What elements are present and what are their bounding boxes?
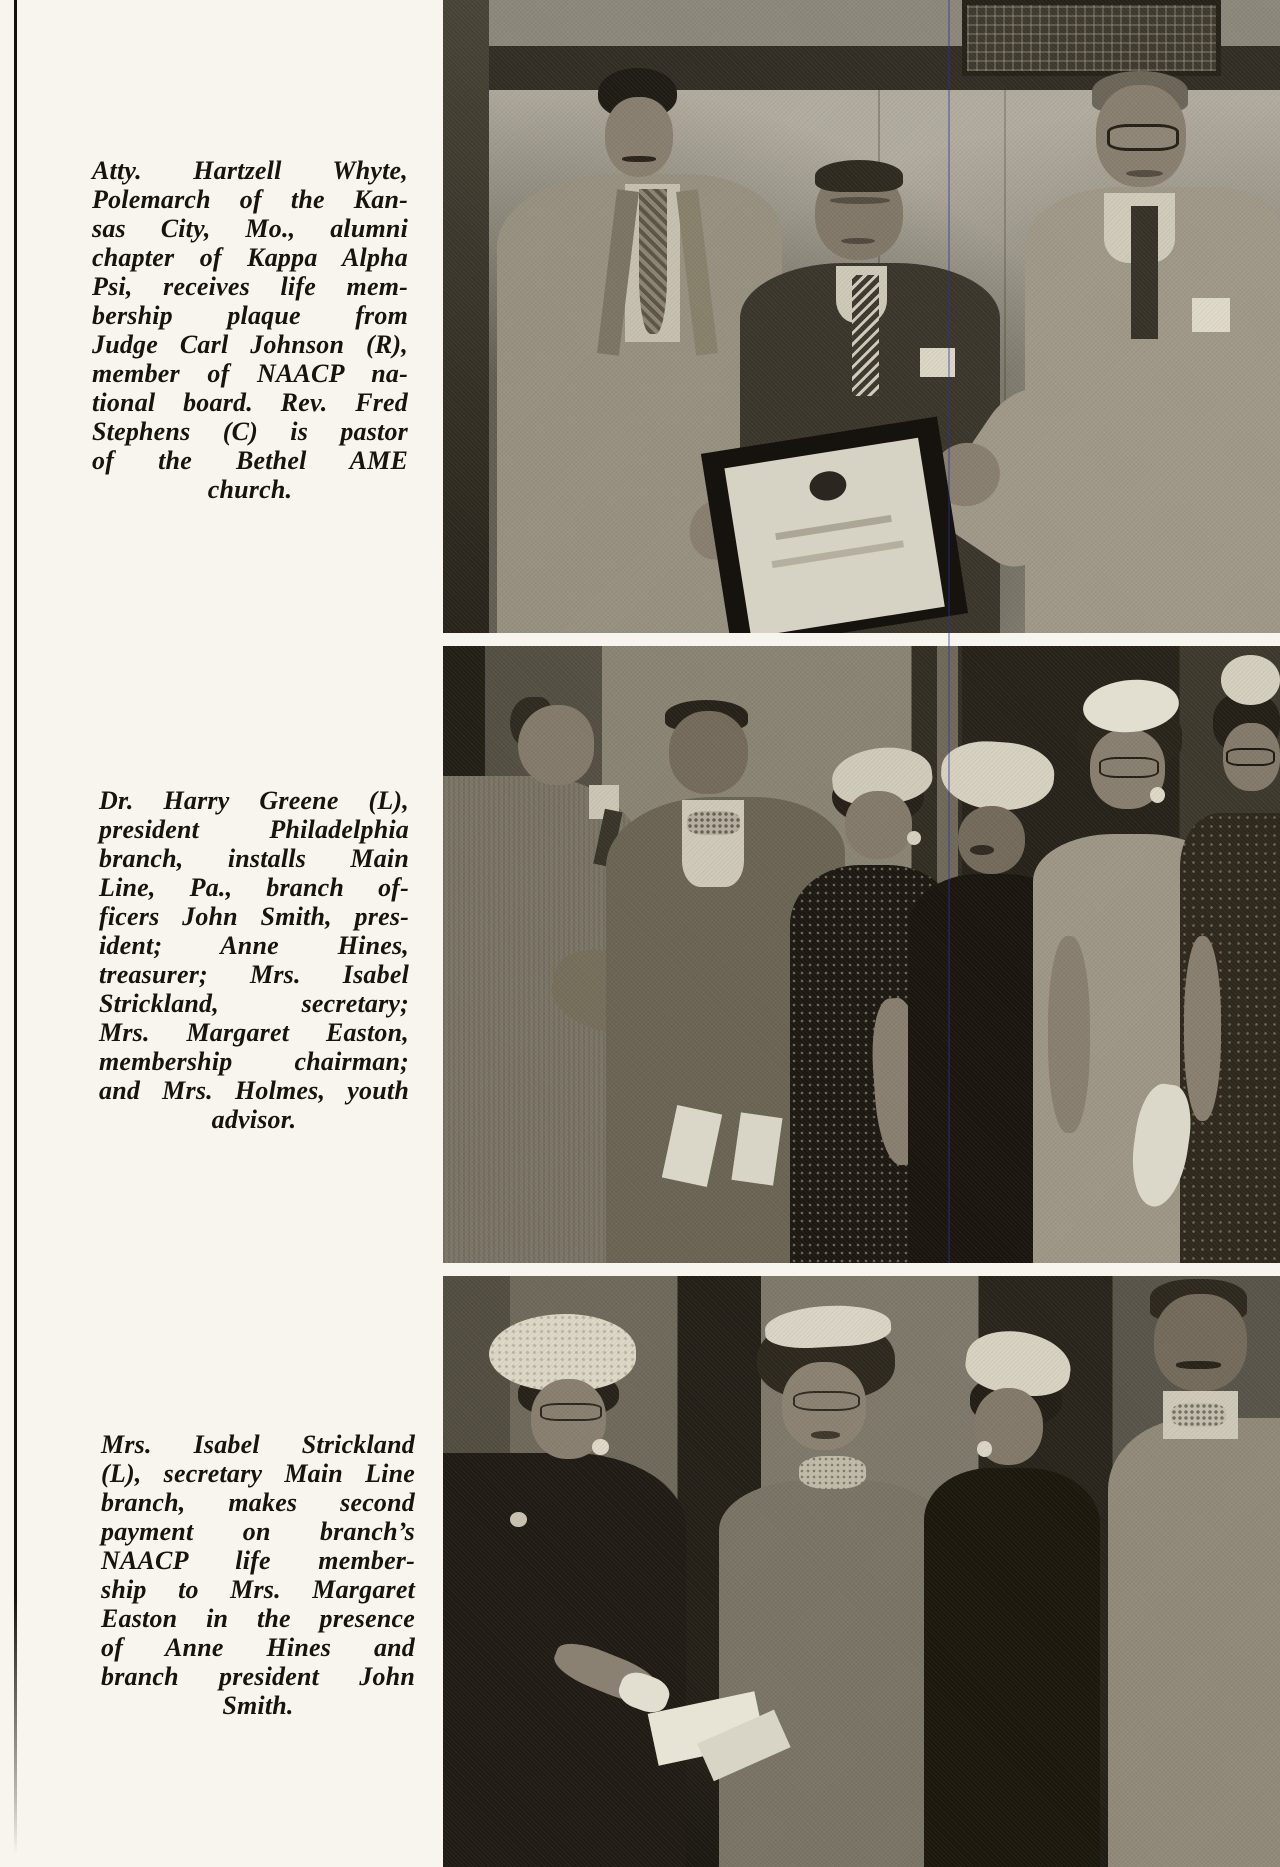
- doorway-shadow: [443, 0, 489, 633]
- strickland-brooch: [510, 1512, 527, 1527]
- caption-line: ship to Mrs. Margaret: [101, 1575, 415, 1604]
- plaque-engraving: [775, 514, 892, 539]
- caption-line: ident; Anne Hines,: [99, 931, 409, 960]
- caption-line: Polemarch of the Kan-: [92, 185, 408, 214]
- right-man-tie: [1131, 206, 1158, 339]
- caption-line: chapter of Kappa Alpha: [92, 243, 408, 272]
- smith-bow-tie: [687, 811, 740, 834]
- plaque-engraving: [771, 540, 903, 568]
- easton-dress: [719, 1480, 945, 1867]
- woman1-earring: [907, 831, 921, 845]
- caption-line: branch president John: [101, 1662, 415, 1691]
- strickland-glasses: [540, 1403, 602, 1421]
- caption-line: branch, makes second: [101, 1488, 415, 1517]
- woman3-glasses: [1099, 757, 1159, 778]
- caption-line: Strickland, secretary;: [99, 989, 409, 1018]
- easton-smile: [811, 1431, 839, 1438]
- hines-earring: [977, 1441, 992, 1456]
- caption-line: Dr. Harry Greene (L),: [99, 786, 409, 815]
- right-man-glasses: [1107, 124, 1179, 151]
- smith-mustache: [1176, 1361, 1221, 1369]
- caption-line: sas City, Mo., alumni: [92, 214, 408, 243]
- hines-dress: [924, 1468, 1100, 1867]
- center-man-hair: [815, 160, 903, 192]
- center-man-brow: [830, 197, 890, 203]
- easton-scarf: [799, 1456, 866, 1489]
- caption-line: Mrs. Margaret Easton,: [99, 1018, 409, 1047]
- woman2-face: [958, 806, 1025, 874]
- caption-line: membership chairman;: [99, 1047, 409, 1076]
- caption-line: payment on branch’s: [101, 1517, 415, 1546]
- left-man-face: [605, 97, 674, 177]
- plaque-face: [725, 437, 945, 633]
- woman4-glasses: [1226, 748, 1275, 767]
- caption-line: president Philadelphia: [99, 815, 409, 844]
- caption-line: ficers John Smith, pres-: [99, 902, 409, 931]
- left-man-mustache: [622, 156, 655, 162]
- caption-line: member of NAACP na-: [92, 359, 408, 388]
- wall-seam: [1004, 89, 1006, 406]
- caption-line: Atty. Hartzell Whyte,: [92, 156, 408, 185]
- caption-line: Psi, receives life mem-: [92, 272, 408, 301]
- smith-face: [1154, 1294, 1246, 1392]
- caption-line: and Mrs. Holmes, youth: [99, 1076, 409, 1105]
- scan-artifact-line: [948, 0, 950, 1263]
- ornate-wall-grille: [962, 0, 1221, 76]
- caption-line: of Anne Hines and: [101, 1633, 415, 1662]
- greene-face: [518, 705, 593, 785]
- center-man-striped-tie: [852, 275, 879, 395]
- caption-life-membership-payment: [101, 1430, 415, 1720]
- right-man-pocket-square: [1192, 298, 1230, 333]
- woman1-face: [845, 791, 912, 859]
- woman4-arm: [1184, 936, 1222, 1121]
- plaque-emblem: [807, 468, 848, 503]
- caption-line: Judge Carl Johnson (R),: [92, 330, 408, 359]
- page-left-rule: [14, 0, 17, 1855]
- smith-face: [669, 711, 749, 794]
- caption-main-line-installation: [99, 786, 409, 1134]
- smith-bow-tie: [1171, 1403, 1225, 1427]
- woman4-white-hat: [1221, 655, 1280, 704]
- left-man-tie: [639, 189, 667, 335]
- caption-line: Line, Pa., branch of-: [99, 873, 409, 902]
- caption-line: Smith.: [222, 1691, 294, 1720]
- caption-line: branch, installs Main: [99, 844, 409, 873]
- photo-payment-handoff: [443, 1276, 1280, 1867]
- caption-line: Easton in the presence: [101, 1604, 415, 1633]
- caption-line: tional board. Rev. Fred: [92, 388, 408, 417]
- caption-line: of the Bethel AME: [92, 446, 408, 475]
- caption-line: Mrs. Isabel Strickland: [101, 1430, 415, 1459]
- caption-line: treasurer; Mrs. Isabel: [99, 960, 409, 989]
- woman3-arm: [1048, 936, 1090, 1133]
- caption-kappa-plaque: [92, 156, 408, 504]
- woman2-smile: [970, 845, 993, 855]
- life-membership-plaque: [701, 416, 968, 633]
- easton-glasses: [793, 1391, 860, 1411]
- smith-suit: [1108, 1418, 1280, 1867]
- photo-plaque-presentation: [443, 0, 1280, 633]
- caption-line: NAACP life member-: [101, 1546, 415, 1575]
- woman3-earring: [1150, 787, 1165, 803]
- caption-line: Stephens (C) is pastor: [92, 417, 408, 446]
- photo-officer-installation: [443, 646, 1280, 1263]
- caption-line: church.: [207, 475, 293, 504]
- right-man-smile: [1126, 170, 1163, 177]
- caption-line: (L), secretary Main Line: [101, 1459, 415, 1488]
- caption-line: advisor.: [211, 1105, 297, 1134]
- strickland-earring: [592, 1439, 609, 1456]
- caption-line: bership plaque from: [92, 301, 408, 330]
